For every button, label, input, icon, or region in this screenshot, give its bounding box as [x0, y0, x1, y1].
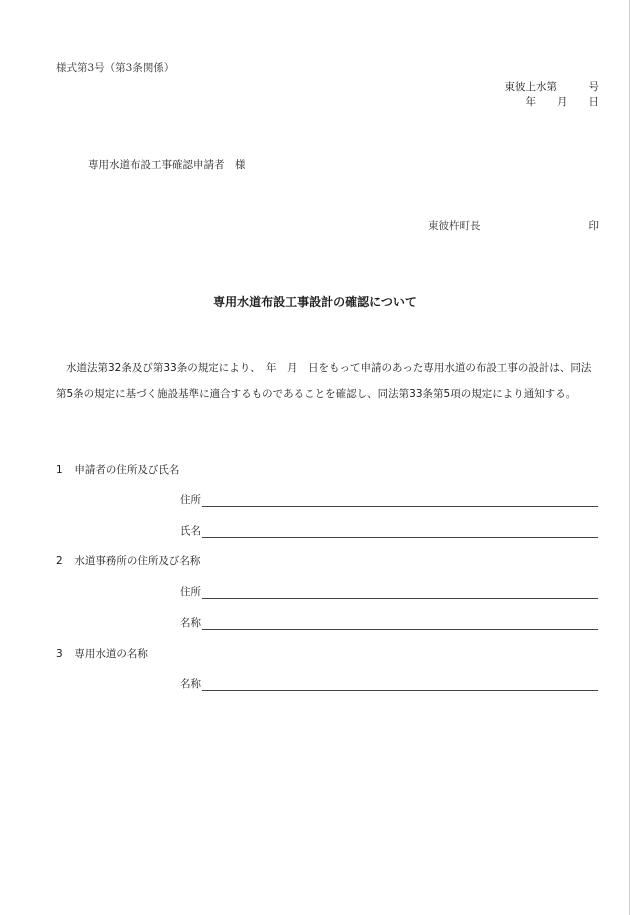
- field-label: 名称: [180, 678, 201, 690]
- field-label: 住所: [180, 494, 201, 506]
- applicant-name-field[interactable]: [180, 523, 598, 538]
- section-2-number: 2: [56, 555, 63, 567]
- fill-in-line[interactable]: [202, 586, 598, 599]
- office-name-field[interactable]: [180, 615, 598, 630]
- notice-body: [56, 355, 606, 407]
- field-label: 氏名: [180, 525, 201, 537]
- section-3-heading: [56, 646, 148, 661]
- section-1-number: 1: [56, 464, 63, 476]
- notice-body-line-2: 第5条の規定に基づく施設基準に適合するものであることを確認し、同法第33条第5項の規定により通知する。: [56, 388, 577, 400]
- fill-in-line[interactable]: [202, 678, 598, 691]
- section-2-heading: [56, 553, 200, 568]
- fill-in-line[interactable]: [202, 494, 598, 507]
- document-date: 年 月 日: [525, 96, 599, 108]
- waterworks-name-field[interactable]: [180, 676, 598, 691]
- fill-in-line[interactable]: [202, 617, 598, 630]
- field-label: 住所: [180, 586, 201, 598]
- section-1-heading: [56, 462, 179, 477]
- document-number-block: [505, 80, 600, 110]
- fill-in-line[interactable]: [202, 525, 598, 538]
- section-1-title: 申請者の住所及び氏名: [74, 464, 180, 476]
- document-title: 専用水道布設工事設計の確認について: [213, 295, 417, 309]
- section-3-title: 専用水道の名称: [74, 648, 148, 660]
- section-3-number: 3: [56, 648, 63, 660]
- document-number: 東彼上水第 号: [504, 81, 599, 93]
- addressee: 専用水道布設工事確認申請者 様: [88, 159, 246, 171]
- section-2-title: 水道事務所の住所及び名称: [74, 555, 201, 567]
- seal-mark: 印: [588, 220, 599, 232]
- form-label: 様式第3号（第3条関係）: [56, 62, 175, 74]
- applicant-address-field[interactable]: [180, 492, 598, 507]
- notice-body-line-1: 水道法第32条及び第33条の規定により、 年 月 日をもって申請のあった専用水道の布設工事の設計は、同法: [66, 362, 592, 374]
- issuer-name: 東彼杵町長: [428, 220, 481, 232]
- field-label: 名称: [180, 617, 201, 629]
- office-address-field[interactable]: [180, 584, 598, 599]
